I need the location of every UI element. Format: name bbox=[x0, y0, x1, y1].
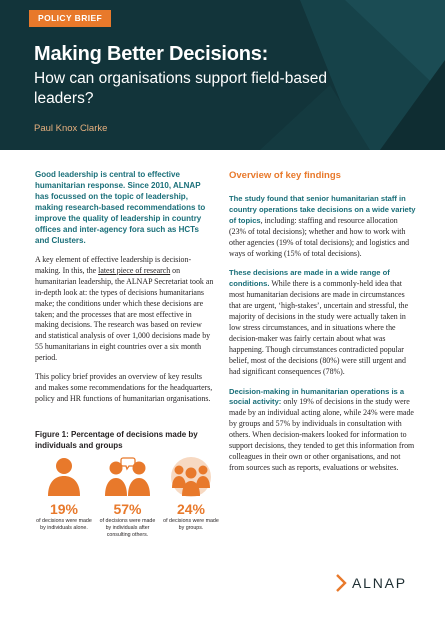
right-column bbox=[229, 169, 416, 483]
overview-paragraph: This policy brief provides an overview of key results and makes some recommendations for the headquarters, policy and HR functions of humanitarian organisations. bbox=[35, 372, 213, 403]
header-banner bbox=[0, 0, 445, 150]
intro-text-end: on humanitarian leadership, the ALNAP Secretariat took an in-depth look at: the types of decisions humanitarians make; the conditions under which these decisions are taken; and the processes that are most effective in making decisions. The research was based on review and statistical analysis of over 1,000 decisions made by 55 humanitarians in eight countries over a six month period. bbox=[35, 265, 214, 363]
consulting-people-icon bbox=[103, 456, 153, 498]
findings-heading: Overview of key findings bbox=[229, 170, 341, 181]
single-person-icon bbox=[43, 456, 85, 498]
intro-text-start: A key element of effective leadership is decision-making. In this, the bbox=[35, 255, 192, 275]
finding-label: Decision-making in humanitarian operations is a social activity: bbox=[229, 386, 405, 407]
logo-text: ALNAP bbox=[352, 575, 407, 591]
finding-item bbox=[229, 268, 416, 377]
finding-text: While there is a commonly-held idea that most humanitarian decisions are made in circumstances that are urgent, ‘high-stakes’, uncertain and stressful, the majority of decisions in the study were actually taken in low stress circumstances, and in situations where the decision-maker was fairly certain about what was happening. Though circumstances contradicted popular belief, most of the decisions (80%) were still urgent and had significant consequences (78%). bbox=[229, 279, 409, 376]
page-subtitle: How can organisations support field-based leaders? bbox=[34, 70, 327, 107]
figure-1 bbox=[35, 430, 220, 539]
finding-label: These decisions are made in a wide range of conditions. bbox=[229, 268, 390, 289]
stat-description: of decisions were made by groups. bbox=[163, 518, 219, 531]
alnap-logo[interactable] bbox=[334, 574, 407, 592]
stat-group bbox=[162, 456, 220, 539]
finding-item bbox=[229, 387, 416, 474]
group-people-icon bbox=[165, 456, 217, 498]
stat-value: 19% bbox=[49, 501, 79, 517]
author-name: Paul Knox Clarke bbox=[34, 123, 108, 134]
lead-paragraph: Good leadership is central to effective humanitarian response. Since 2010, ALNAP has focussed on the topic of leadership, making research-based recommendations to improve the quality of leadership in country offices and inter-agency fora such as HCTs and Clusters. bbox=[35, 170, 206, 245]
page-title: Making Better Decisions: bbox=[34, 43, 269, 65]
stat-value: 57% bbox=[113, 501, 142, 517]
alnap-logo-icon bbox=[334, 574, 348, 592]
policy-brief-tag: POLICY BRIEF bbox=[29, 10, 111, 27]
left-column bbox=[35, 169, 215, 413]
intro-paragraph bbox=[35, 255, 215, 364]
stat-description: of decisions were made by individuals alone. bbox=[36, 518, 92, 531]
stat-consulting bbox=[99, 456, 157, 539]
finding-label: The study found that senior humanitarian staff in country operations take decisions on a wide variety of topics bbox=[229, 194, 416, 225]
finding-item bbox=[229, 194, 416, 259]
finding-text: only 19% of decisions in the study were made by an individual acting alone, while 24% were made by groups and 57% by individuals in consultation with others. When decision-makers looked for information to support decisions, they tended to get this information from colleagues in their own or other organisations, and not from sources such as reports, evaluations or websites. bbox=[229, 397, 415, 472]
stat-description: of decisions were made by individuals after consulting others. bbox=[99, 518, 156, 538]
stat-value: 24% bbox=[176, 501, 206, 517]
finding-text: , including: staffing and resource allocation (23% of total decisions); whether and how to work with other agencies (19% of total decisions); and logistics and ways of working (15% of total decisions). bbox=[229, 215, 410, 258]
figure-title: Figure 1: Percentage of decisions made by individuals and groups bbox=[35, 430, 198, 450]
figure-stats bbox=[35, 456, 220, 539]
research-link[interactable]: latest piece of research bbox=[98, 265, 171, 275]
stat-individual bbox=[35, 456, 93, 539]
